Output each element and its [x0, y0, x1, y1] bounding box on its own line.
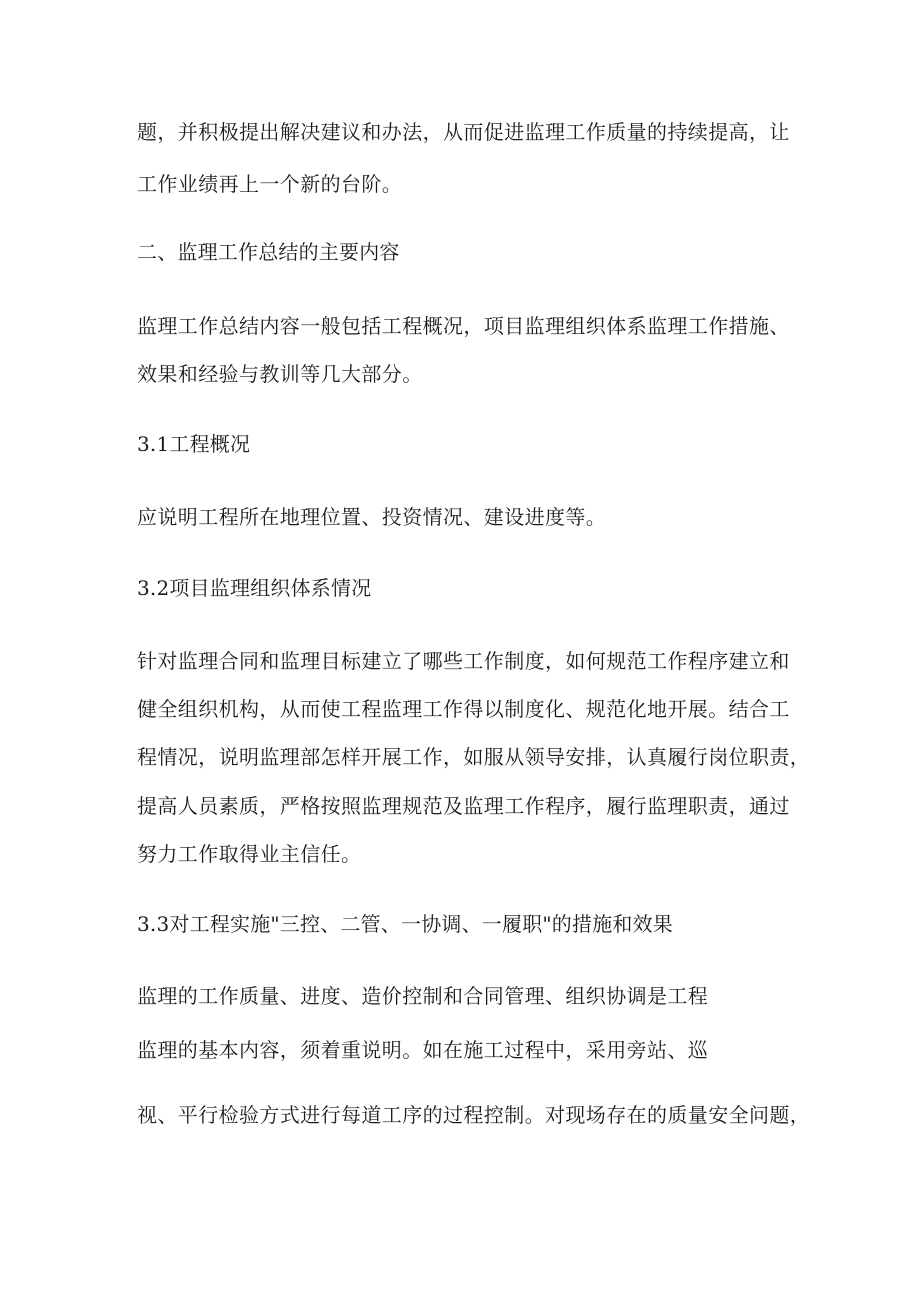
section-heading: 二、监理工作总结的主要内容 — [137, 240, 400, 264]
subsection-heading: 3.2项目监理组织体系情况 — [137, 576, 372, 600]
paragraph-line: 题，并积极提出解决建议和办法，从而促进监理工作质量的持续提高，让 — [137, 120, 790, 144]
paragraph-line: 程情况，说明监理部怎样开展工作，如服从领导安排，认真履行岗位职责， — [137, 745, 811, 769]
paragraph-line: 提高人员素质，严格按照监理规范及监理工作程序，履行监理职责，通过 — [137, 794, 790, 818]
paragraph-line: 健全组织机构，从而使工程监理工作得以制度化、规范化地开展。结合工 — [137, 697, 790, 721]
subsection-heading: 3.1工程概况 — [137, 432, 251, 456]
paragraph-line: 工作业绩再上一个新的台阶。 — [137, 172, 403, 196]
paragraph-line: 效果和经验与教训等几大部分。 — [137, 362, 423, 386]
paragraph-line: 监理的基本内容，须着重说明。如在施工过程中，采用旁站、巡 — [137, 1038, 709, 1062]
subsection-heading: 3.3对工程实施"三控、二管、一协调、一履职"的措施和效果 — [137, 912, 674, 936]
paragraph-line: 应说明工程所在地理位置、投资情况、建设进度等。 — [137, 505, 607, 529]
paragraph-line: 针对监理合同和监理目标建立了哪些工作制度，如何规范工作程序建立和 — [137, 649, 790, 673]
paragraph-line: 视、平行检验方式进行每道工序的过程控制。对现场存在的质量安全问题， — [137, 1103, 811, 1127]
paragraph-line: 努力工作取得业主信任。 — [137, 842, 362, 866]
paragraph-line: 监理工作总结内容一般包括工程概况，项目监理组织体系监理工作措施、 — [137, 314, 790, 338]
paragraph-line: 监理的工作质量、进度、造价控制和合同管理、组织协调是工程 — [137, 984, 709, 1008]
